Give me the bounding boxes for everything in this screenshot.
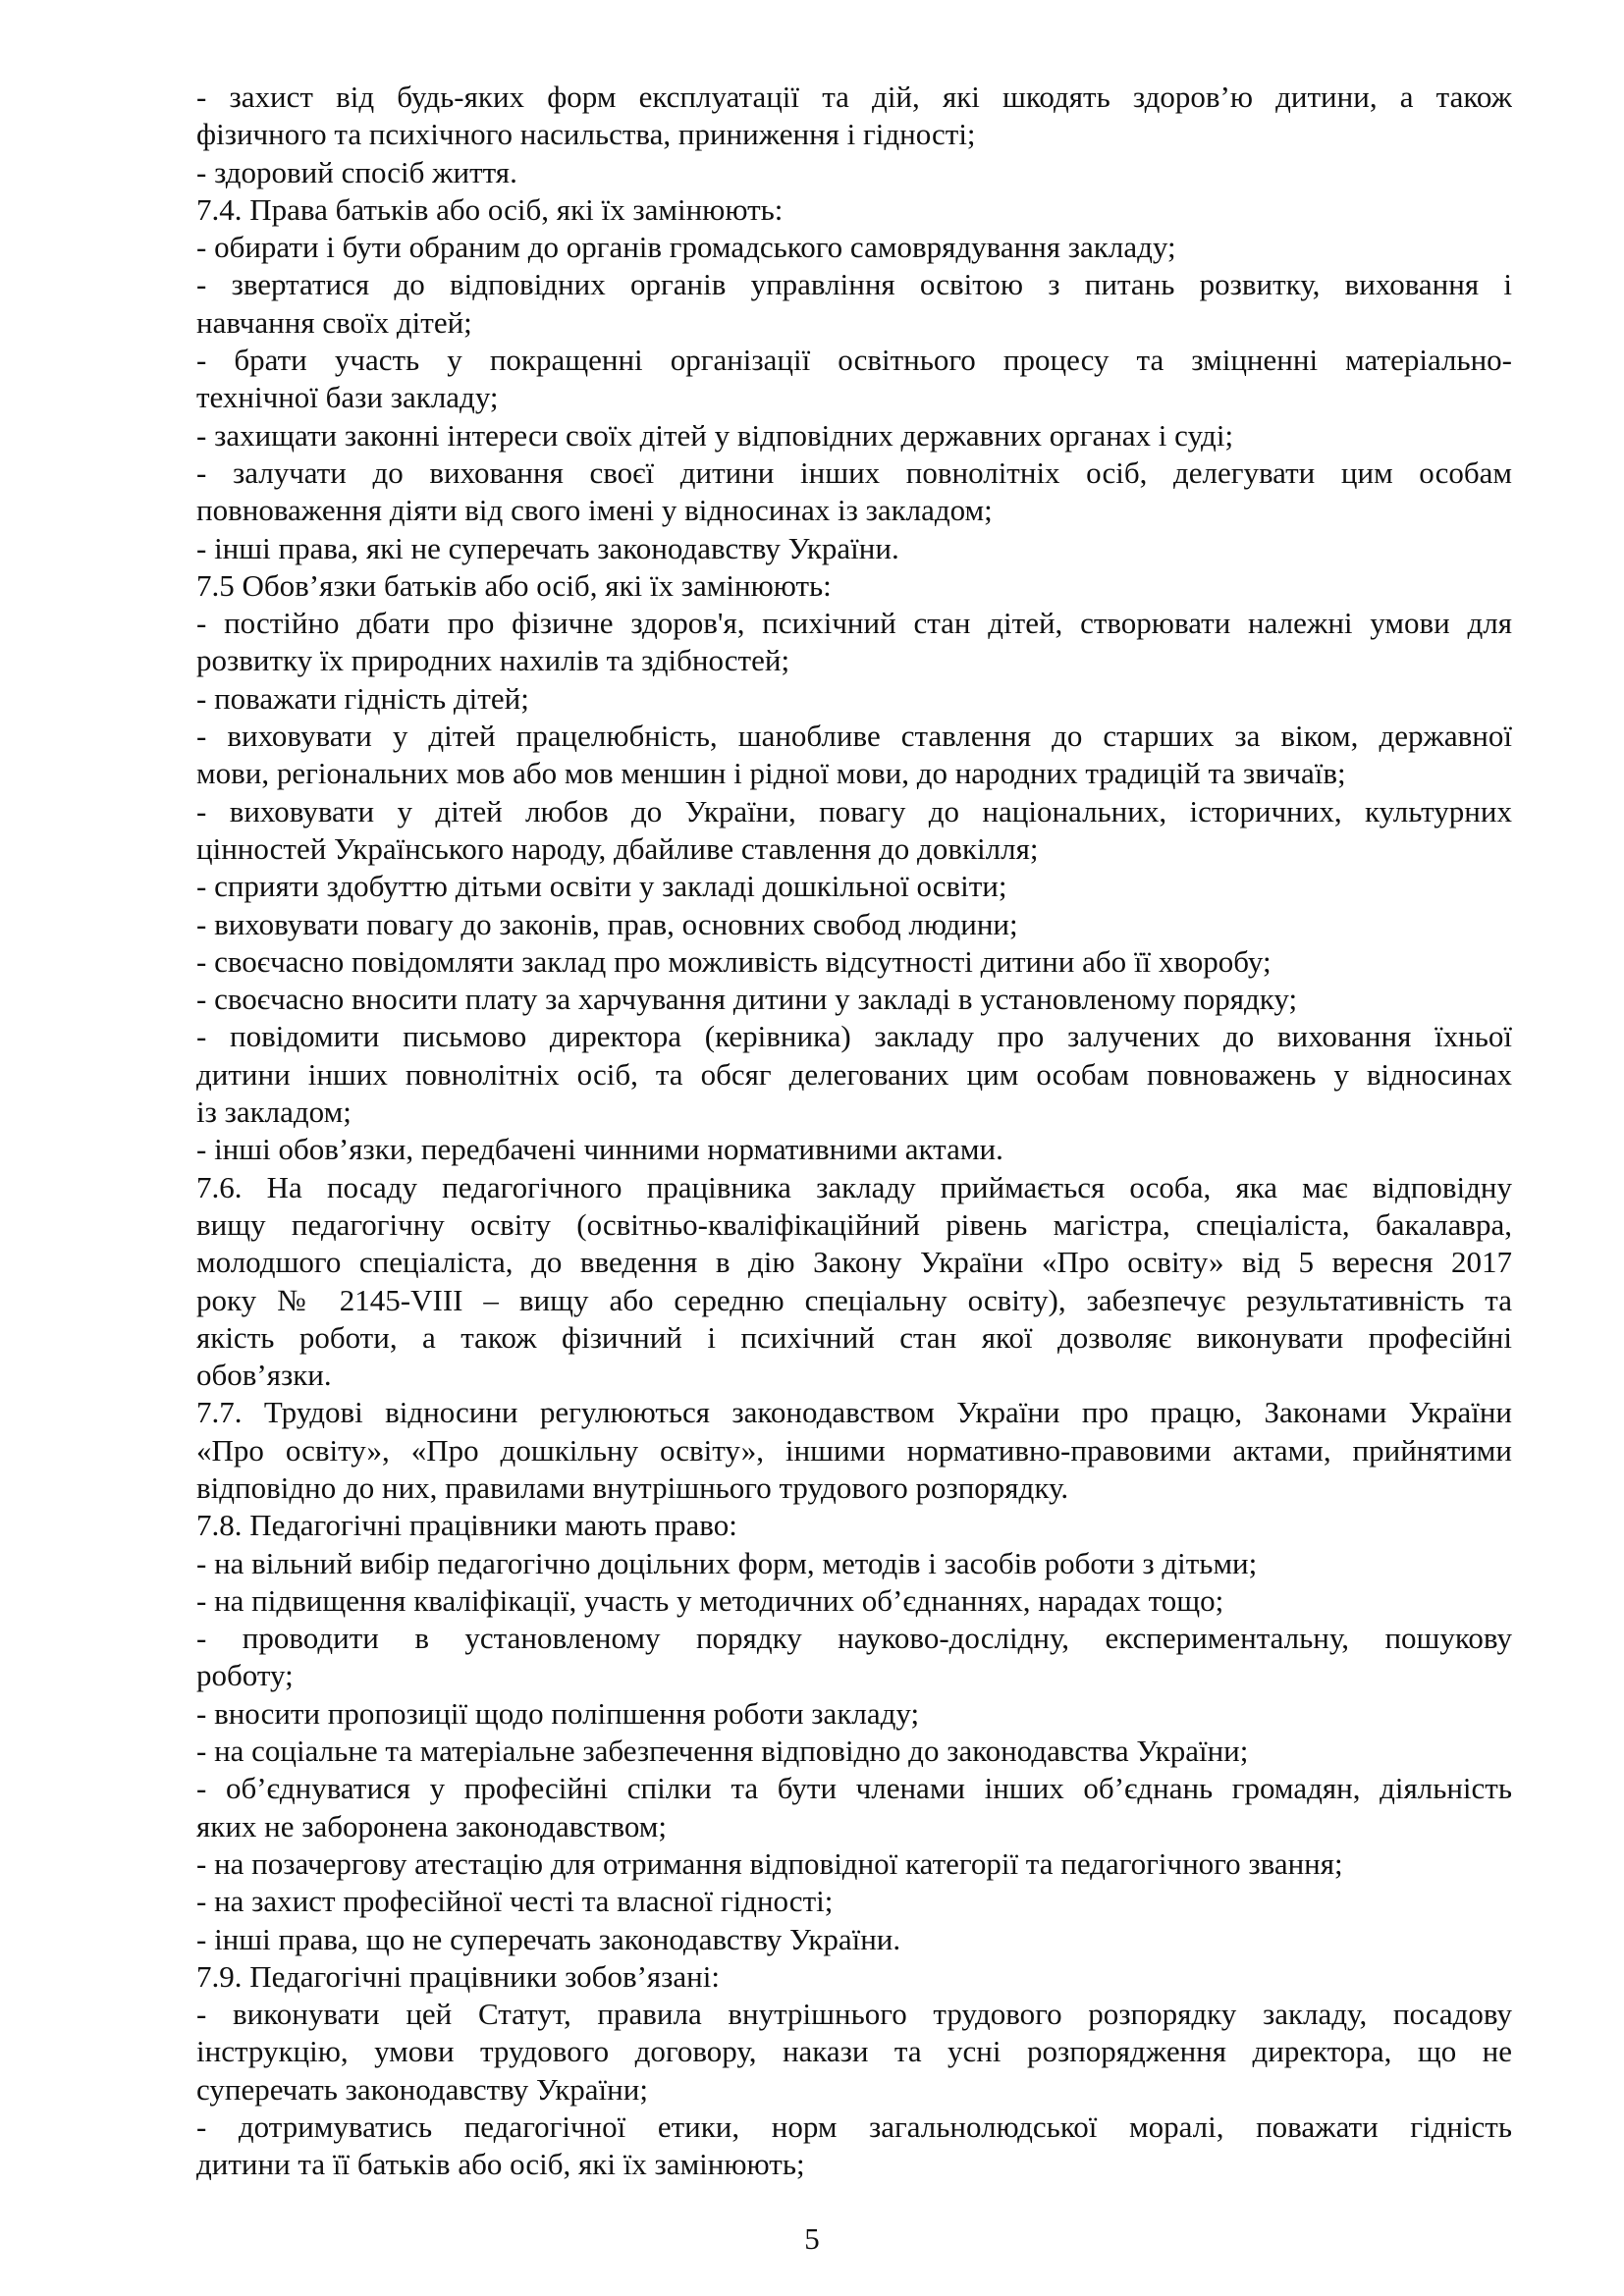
text-line: - інші права, що не суперечать законодавству України. [196, 1921, 901, 1956]
text-line: - поважати гідність дітей; [196, 680, 529, 716]
page-number: 5 [804, 2221, 820, 2256]
text-line: - об’єднуватися у професійні спілки та бути членами інших об’єднань громадян, діяльність [196, 1771, 1512, 1806]
text-line: - на захист професійної честі та власної гідності; [196, 1884, 834, 1919]
text-line: - інші обов’язки, передбачені чинними нормативними актами. [196, 1132, 1003, 1167]
section-heading: 7.8. Педагогічні працівники мають право: [196, 1508, 737, 1543]
text-line: - обирати і бути обраним до органів громадського самоврядування закладу; [196, 230, 1176, 265]
text-line: фізичного та психічного насильства, приниження і гідності; [196, 117, 976, 152]
text-line: - на вільний вибір педагогічно доцільних форм, методів і засобів роботи з дітьми; [196, 1545, 1258, 1580]
text-line: - постійно дбати про фізичне здоров'я, психічний стан дітей, створювати належні умови для [196, 606, 1512, 641]
text-line: - на соціальне та матеріальне забезпечення відповідно до законодавства України; [196, 1734, 1249, 1769]
text-line: - звертатися до відповідних органів управління освітою з питань розвитку, виховання і [196, 267, 1512, 302]
text-line: відповідно до них, правилами внутрішнього трудового розпорядку. [196, 1469, 1069, 1505]
text-line: - інші права, які не суперечать законодавству України. [196, 530, 899, 565]
text-line: із закладом; [196, 1095, 352, 1130]
document-body [196, 79, 1512, 2184]
text-line: - дотримуватись педагогічної етики, норм загальнолюдської моралі, поважати гідність [196, 2109, 1512, 2145]
text-line: інструкцію, умови трудового договору, накази та усні розпорядження директора, що не [196, 2034, 1512, 2069]
section-heading: 7.7. Трудові відносини регулюються законодавством України про працю, Законами України [196, 1395, 1512, 1430]
text-line: - виховувати у дітей любов до України, повагу до національних, історичних, культурних [196, 793, 1512, 828]
text-line: цінностей Українського народу, дбайливе ставлення до довкілля; [196, 830, 1039, 866]
text-line: яких не заборонена законодавством; [196, 1808, 668, 1843]
text-line: - захищати законні інтереси своїх дітей у відповідних державних органах і суді; [196, 417, 1234, 453]
text-line: - вносити пропозиції щодо поліпшення роботи закладу; [196, 1695, 920, 1731]
text-line: молодшого спеціаліста, до введення в дію Закону України «Про освіту» від 5 вересня 2017 [196, 1245, 1512, 1280]
text-line: - повідомити письмово директора (керівника) закладу про залучених до виховання їхньої [196, 1019, 1512, 1054]
text-line: - виховувати у дітей працелюбність, шанобливе ставлення до старших за віком, державної [196, 719, 1512, 754]
text-line: технічної бази закладу; [196, 380, 499, 415]
text-line: - захист від будь-яких форм експлуатації та дій, які шкодять здоров’ю дитини, а також [196, 80, 1512, 114]
text-line: дитини інших повнолітніх осіб, та обсяг делегованих цим особам повноважень у відносинах [196, 1056, 1512, 1092]
section-heading: 7.6. На посаду педагогічного працівника закладу приймається особа, яка має відповідну [196, 1169, 1512, 1204]
text-line: - сприяти здобуттю дітьми освіти у закладі дошкільної освіти; [196, 869, 1007, 904]
section-heading: 7.5 Обов’язки батьків або осіб, які їх замінюють: [196, 567, 832, 603]
text-line: навчання своїх дітей; [196, 304, 472, 340]
text-line: розвитку їх природних нахилів та здібностей; [196, 643, 790, 678]
section-heading: 7.9. Педагогічні працівники зобов’язані: [196, 1958, 720, 1994]
text-line: суперечать законодавству України; [196, 2071, 648, 2107]
text-line: - своєчасно вносити плату за харчування дитини у закладі в установленому порядку; [196, 982, 1298, 1017]
text-line: повноваження діяти від свого імені у відносинах із закладом; [196, 493, 993, 528]
text-line: - залучати до виховання своєї дитини інших повнолітніх осіб, делегувати цим особам [196, 454, 1512, 490]
text-line: року № 2145-VIII – вищу або середню спеціальну освіту), забезпечує результативність та [196, 1282, 1512, 1317]
text-line: - брати участь у покращенні організації освітнього процесу та зміцненні матеріально- [196, 343, 1512, 378]
section-heading: 7.4. Права батьків або осіб, які їх замінюють: [196, 191, 784, 227]
text-line: дитини та її батьків або осіб, які їх замінюють; [196, 2147, 805, 2182]
text-line: вищу педагогічну освіту (освітньо-кваліфікаційний рівень магістра, спеціаліста, бакалавра, [196, 1206, 1512, 1242]
text-line: «Про освіту», «Про дошкільну освіту», іншими нормативно-правовими актами, прийнятими [196, 1432, 1512, 1468]
text-line: мови, регіональних мов або мов меншин і рідної мови, до народних традицій та звичаїв; [196, 756, 1346, 791]
text-line: - на підвищення кваліфікації, участь у методичних об’єднаннях, нарадах тощо; [196, 1582, 1224, 1618]
text-line: - здоровий спосіб життя. [196, 154, 517, 189]
text-line: - виховувати повагу до законів, прав, основних свобод людини; [196, 906, 1018, 941]
text-line: - проводити в установленому порядку науково-дослідну, експериментальну, пошукову [196, 1621, 1512, 1656]
text-line: обов’язки. [196, 1358, 332, 1393]
text-line: - виконувати цей Статут, правила внутрішнього трудового розпорядку закладу, посадову [196, 1997, 1512, 2032]
text-line: - на позачергову атестацію для отримання відповідної категорії та педагогічного звання; [196, 1845, 1343, 1881]
text-line: роботу; [196, 1658, 294, 1693]
text-line: - своєчасно повідомляти заклад про можливість відсутності дитини або її хворобу; [196, 943, 1272, 979]
text-line: якість роботи, а також фізичний і психічний стан якої дозволяє виконувати професійні [196, 1319, 1512, 1355]
